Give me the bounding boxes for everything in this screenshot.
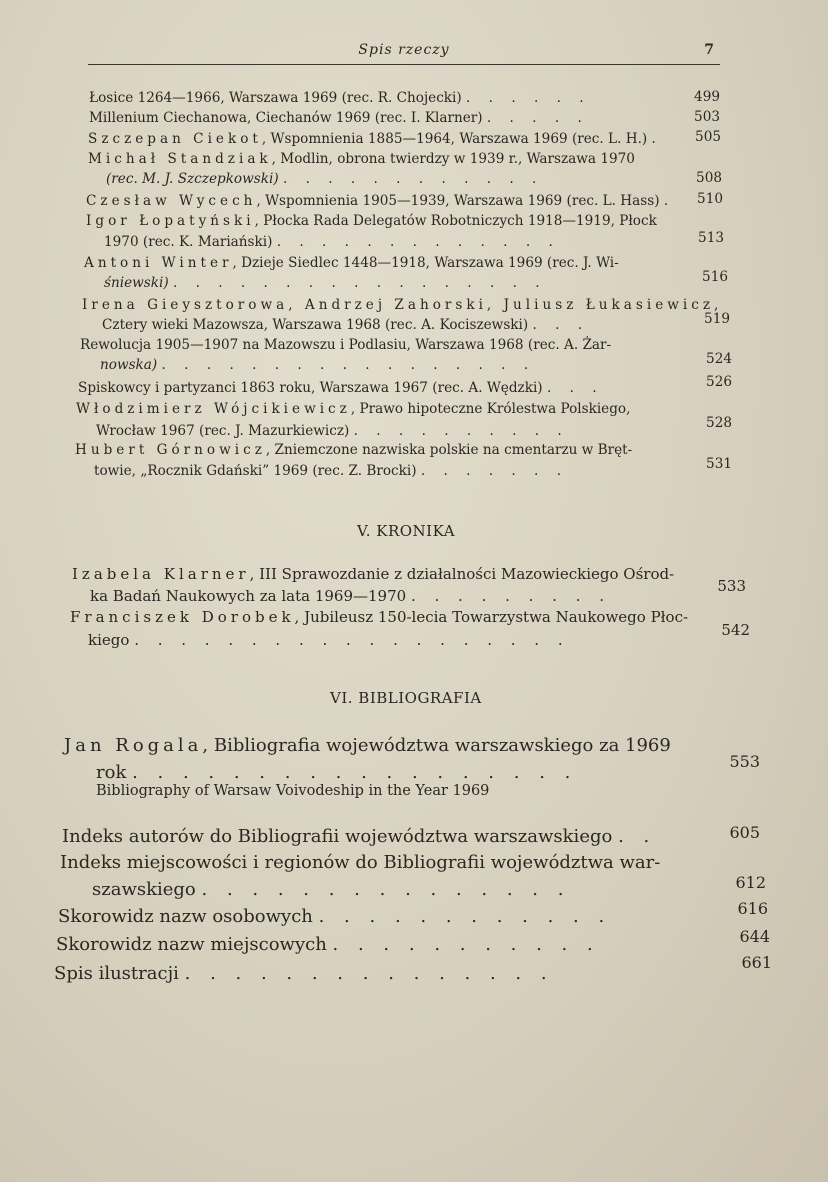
toc-page-number: 510 [697,191,723,207]
toc-page-number: 531 [706,456,732,472]
index-entry: Indeks autorów do Bibliografii województwa warszawskiego . . [62,826,657,847]
section-heading-bibliografia: VI. BIBLIOGRAFIA [330,689,482,707]
toc-page-number: 533 [717,577,746,595]
toc-entry-continuation: Wrocław 1967 (rec. J. Mazurkiewicz) . . . . . . . . . . [96,423,569,439]
toc-entry: Łosice 1264—1966, Warszawa 1969 (rec. R. Chojecki) . . . . . . [89,90,591,106]
toc-page-number: 644 [739,927,770,946]
page-header [88,40,720,65]
toc-entry: Michał Standziak, Modlin, obrona twierdzy w 1939 r., Warszawa 1970 [88,151,635,167]
toc-entry-continuation: rok . . . . . . . . . . . . . . . . . . [96,762,578,783]
toc-entry: Franciszek Dorobek, Jubileusz 150-lecia Towarzystwa Naukowego Płoc- [70,608,689,626]
toc-entry-continuation: towie, „Rocznik Gdański” 1969 (rec. Z. Brocki) . . . . . . . [94,463,569,479]
toc-entry: Włodzimierz Wójcikiewicz, Prawo hipoteczne Królestwa Polskiego, [76,401,631,417]
toc-page-number: 526 [706,374,732,390]
toc-entry: Irena Gieysztorowa, Andrzej Zahorski, Juliusz Łukasiewicz, [82,297,719,313]
toc-entry-continuation: Cztery wieki Mazowsza, Warszawa 1968 (rec. A. Kociszewski) . . . [102,317,590,333]
section-heading-kronika: V. KRONIKA [357,522,456,540]
toc-page-number: 516 [702,269,728,285]
toc-entry: Hubert Górnowicz, Zniemczone nazwiska polskie na cmentarzu w Bręt- [75,442,633,458]
toc-page-number: 519 [704,311,730,327]
english-subtitle: Bibliography of Warsaw Voivodeship in the Year 1969 [96,783,490,799]
page-number: 7 [704,42,714,58]
index-entry: Spis ilustracji . . . . . . . . . . . . . . . [54,963,554,984]
index-entry-continuation: szawskiego . . . . . . . . . . . . . . . [92,879,571,900]
toc-page-number: 499 [694,89,720,105]
toc-entry-continuation: kiego . . . . . . . . . . . . . . . . . . . [88,631,570,649]
toc-entry-continuation: 1970 (rec. K. Mariański) . . . . . . . . . . . . . [104,234,560,250]
index-entry: Indeks miejscowości i regionów do Bibliografii województwa war- [60,852,661,873]
toc-entry: Millenium Ciechanowa, Ciechanów 1969 (rec. I. Klarner) . . . . . [89,110,589,126]
toc-entry-continuation: (rec. M. J. Szczepkowski) . . . . . . . . . . . . [106,171,544,187]
toc-page-number: 524 [706,351,732,367]
toc-entry-continuation: ka Badań Naukowych za lata 1969—1970 . . . . . . . . . [90,587,612,605]
toc-page-number: 513 [698,230,724,246]
toc-entry: Czesław Wycech, Wspomnienia 1905—1939, Warszawa 1969 (rec. L. Hass) . [86,193,676,209]
toc-page-number: 661 [741,953,772,972]
toc-page-number: 553 [729,752,760,771]
toc-entry: Antoni Winter, Dzieje Siedlec 1448—1918, Warszawa 1969 (rec. J. Wi- [84,255,619,271]
toc-entry: Szczepan Ciekot, Wspomnienia 1885—1964, Warszawa 1969 (rec. L. H.) . [88,131,663,147]
toc-page-number: 616 [737,899,768,918]
toc-page-number: 612 [735,873,766,892]
toc-entry-continuation: śniewski) . . . . . . . . . . . . . . . . . [104,275,547,291]
toc-entry: Igor Łopatyński, Płocka Rada Delegatów Robotniczych 1918—1919, Płock [86,213,657,229]
toc-page-number: 508 [696,170,722,186]
toc-page-number: 505 [695,129,721,145]
running-title: Spis rzeczy [358,42,450,58]
toc-page-number: 503 [694,109,720,125]
toc-page-number: 542 [721,621,750,639]
toc-entry: Izabela Klarner, III Sprawozdanie z działalności Mazowieckiego Ośrod- [72,565,675,583]
toc-entry: Rewolucja 1905—1907 na Mazowszu i Podlasiu, Warszawa 1968 (rec. A. Żar- [80,337,612,353]
index-entry: Skorowidz nazw osobowych . . . . . . . . . . . . [58,906,612,927]
index-entry: Skorowidz nazw miejscowych . . . . . . . . . . . [56,934,600,955]
toc-entry: Jan Rogala, Bibliografia województwa warszawskiego za 1969 [64,735,671,756]
toc-page-number: 528 [706,415,732,431]
toc-entry: Spiskowcy i partyzanci 1863 roku, Warszawa 1967 (rec. A. Wędzki) . . . [78,380,604,396]
toc-page-number: 605 [729,823,760,842]
toc-entry-continuation: nowska) . . . . . . . . . . . . . . . . . [100,357,536,373]
